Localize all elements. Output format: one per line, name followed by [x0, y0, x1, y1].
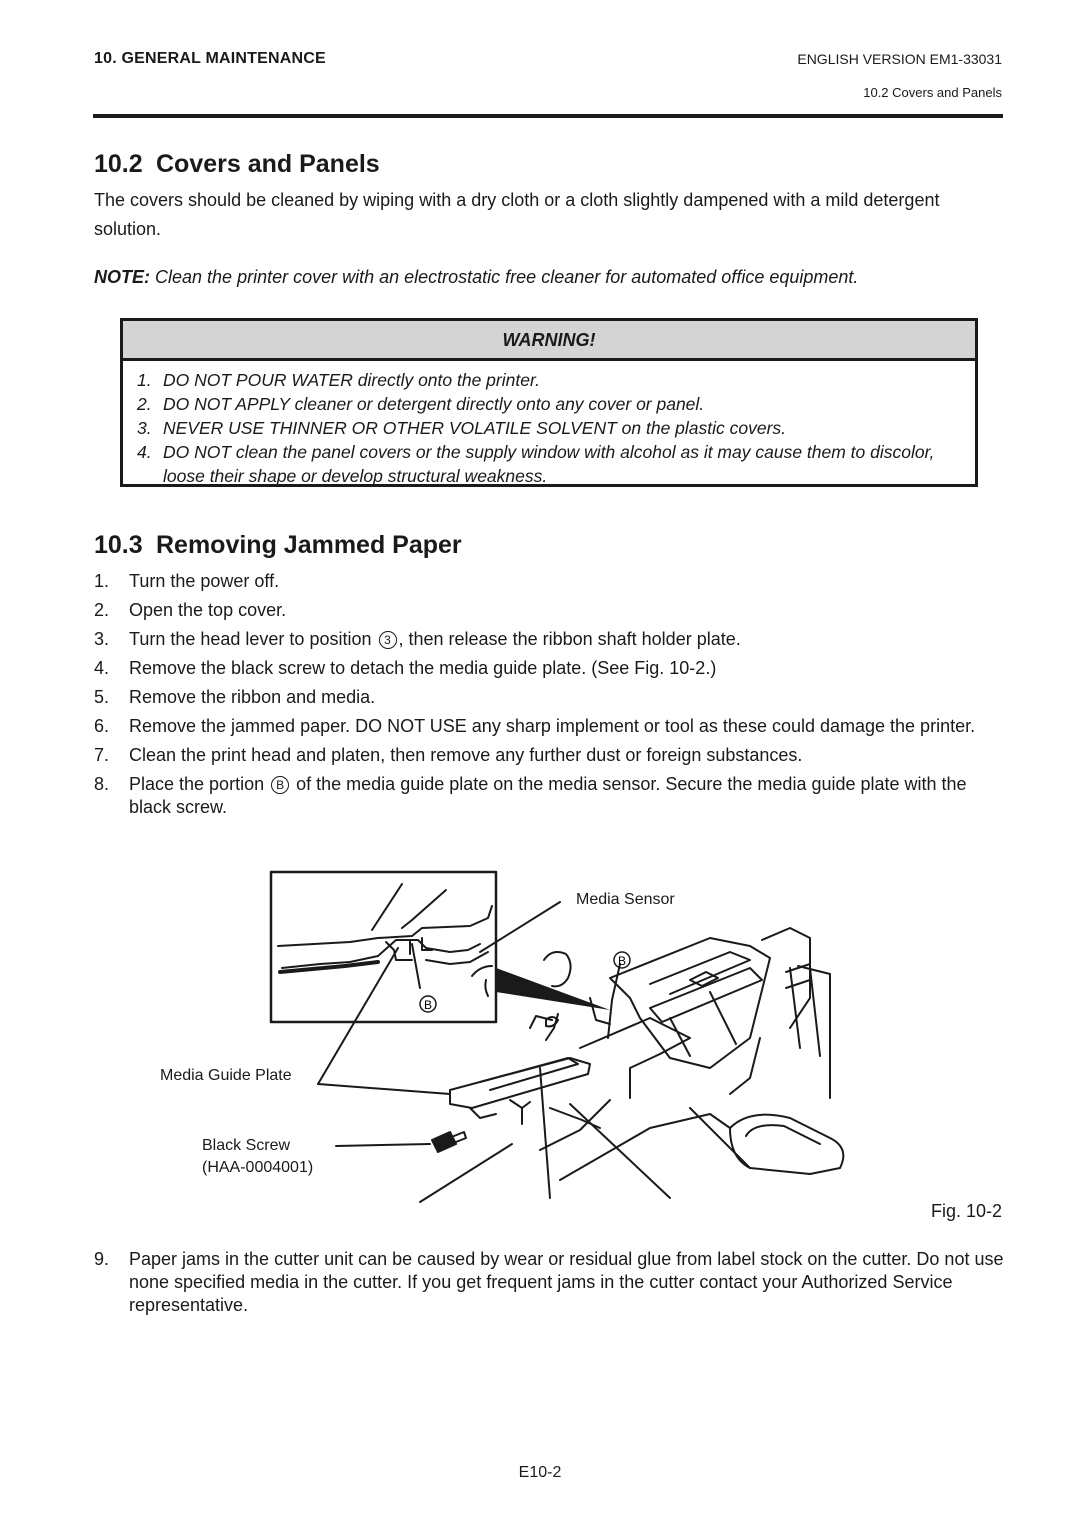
warning-item	[137, 440, 975, 488]
warning-list	[123, 361, 975, 488]
step-text: Remove the black screw to detach the media guide plate. (See Fig. 10-2.)	[129, 658, 717, 678]
warning-box	[120, 318, 978, 487]
section-number: 10.3	[94, 531, 143, 559]
mechanism-b-marker: B	[617, 954, 627, 968]
step-text: Open the top cover.	[129, 600, 287, 620]
step-text: Remove the jammed paper. DO NOT USE any sharp implement or tool as these could damage the printer.	[129, 716, 976, 736]
warning-item	[137, 416, 975, 440]
step-item	[94, 1248, 1006, 1317]
warning-title: WARNING!	[123, 321, 975, 361]
portion-marker-circle: B	[271, 776, 289, 794]
step-text: Paper jams in the cutter unit can be caused by wear or residual glue from label stock on the cutter. Do not use none specified media in the cutter. If you get frequent jams in the cutter contact your Authorized Service representative.	[129, 1249, 1004, 1315]
inset-b-marker: B	[423, 998, 433, 1012]
steps-list-continued	[94, 1248, 1006, 1317]
step-number: 4.	[94, 658, 110, 678]
step-item	[94, 599, 1006, 622]
step-text: Remove the ribbon and media.	[129, 687, 376, 707]
step-text: Turn the power off.	[129, 571, 280, 591]
header-section-title: 10. GENERAL MAINTENANCE	[94, 50, 326, 67]
warning-item-text: NEVER USE THINNER OR OTHER VOLATILE SOLVENT on the plastic covers.	[163, 418, 787, 438]
warning-item-text: DO NOT APPLY cleaner or detergent directly onto any cover or panel.	[163, 394, 705, 414]
step-text-post: of the media guide plate on the media sensor. Secure the media guide plate with the black screw.	[129, 774, 967, 817]
step-number: 1.	[94, 571, 110, 591]
section-10-3-heading	[94, 531, 462, 560]
step-number: 3.	[94, 629, 110, 649]
note-line	[94, 267, 1009, 288]
label-media-guide-plate: Media Guide Plate	[160, 1067, 292, 1084]
step-text-pre: Place the portion	[129, 774, 265, 794]
step-item	[94, 628, 1006, 651]
warning-item	[137, 392, 975, 416]
warning-item-number: 1.	[137, 370, 152, 390]
step-number: 7.	[94, 745, 110, 765]
step-item	[94, 686, 1006, 709]
covers-body-text: The covers should be cleaned by wiping with a dry cloth or a cloth slightly dampened with a mild detergent solution.	[94, 190, 940, 239]
step-text-pre: Turn the head lever to position	[129, 629, 372, 649]
page-number: E10-2	[518, 1464, 562, 1481]
step-item	[94, 744, 1006, 767]
warning-item-number: 2.	[137, 394, 152, 414]
section-number: 10.2	[94, 150, 143, 178]
header-rule	[93, 114, 1003, 118]
steps-list	[94, 570, 1006, 819]
step-number: 8.	[94, 774, 110, 794]
warning-item	[137, 368, 975, 392]
step-number: 6.	[94, 716, 110, 736]
note-text: Clean the printer cover with an electrostatic free cleaner for automated office equipment.	[155, 267, 859, 287]
step-item	[94, 570, 1006, 593]
section-title: Removing Jammed Paper	[156, 531, 462, 559]
warning-item-number: 4.	[137, 442, 152, 462]
step-text: Clean the print head and platen, then remove any further dust or foreign substances.	[129, 745, 803, 765]
step-item	[94, 773, 1006, 819]
warning-item-text: DO NOT clean the panel covers or the supply window with alcohol as it may cause them to discolor, loose their shape or develop structural weakness.	[163, 442, 935, 486]
step-number: 9.	[94, 1249, 110, 1269]
warning-item-number: 3.	[137, 418, 152, 438]
position-marker-circle: 3	[379, 631, 397, 649]
step-text-post: , then release the ribbon shaft holder plate.	[398, 629, 741, 649]
section-title: Covers and Panels	[156, 150, 380, 178]
label-media-sensor: Media Sensor	[576, 891, 675, 908]
label-black-screw: Black Screw	[202, 1137, 291, 1154]
step-text	[129, 773, 1006, 819]
header-version: ENGLISH VERSION EM1-33031	[797, 51, 1002, 67]
inset-detail-box	[271, 872, 496, 1022]
warning-item-text: DO NOT POUR WATER directly onto the printer.	[163, 370, 540, 390]
label-part-number: (HAA-0004001)	[202, 1159, 314, 1176]
step-number: 2.	[94, 600, 110, 620]
section-10-2-heading	[94, 150, 380, 179]
header-subsection: 10.2 Covers and Panels	[863, 85, 1002, 100]
step-item	[94, 715, 1006, 738]
step-item	[94, 657, 1006, 680]
step-text	[129, 628, 741, 651]
note-label: NOTE:	[94, 267, 150, 287]
step-number: 5.	[94, 687, 110, 707]
figure-caption: Fig. 10-2	[930, 1201, 1002, 1221]
